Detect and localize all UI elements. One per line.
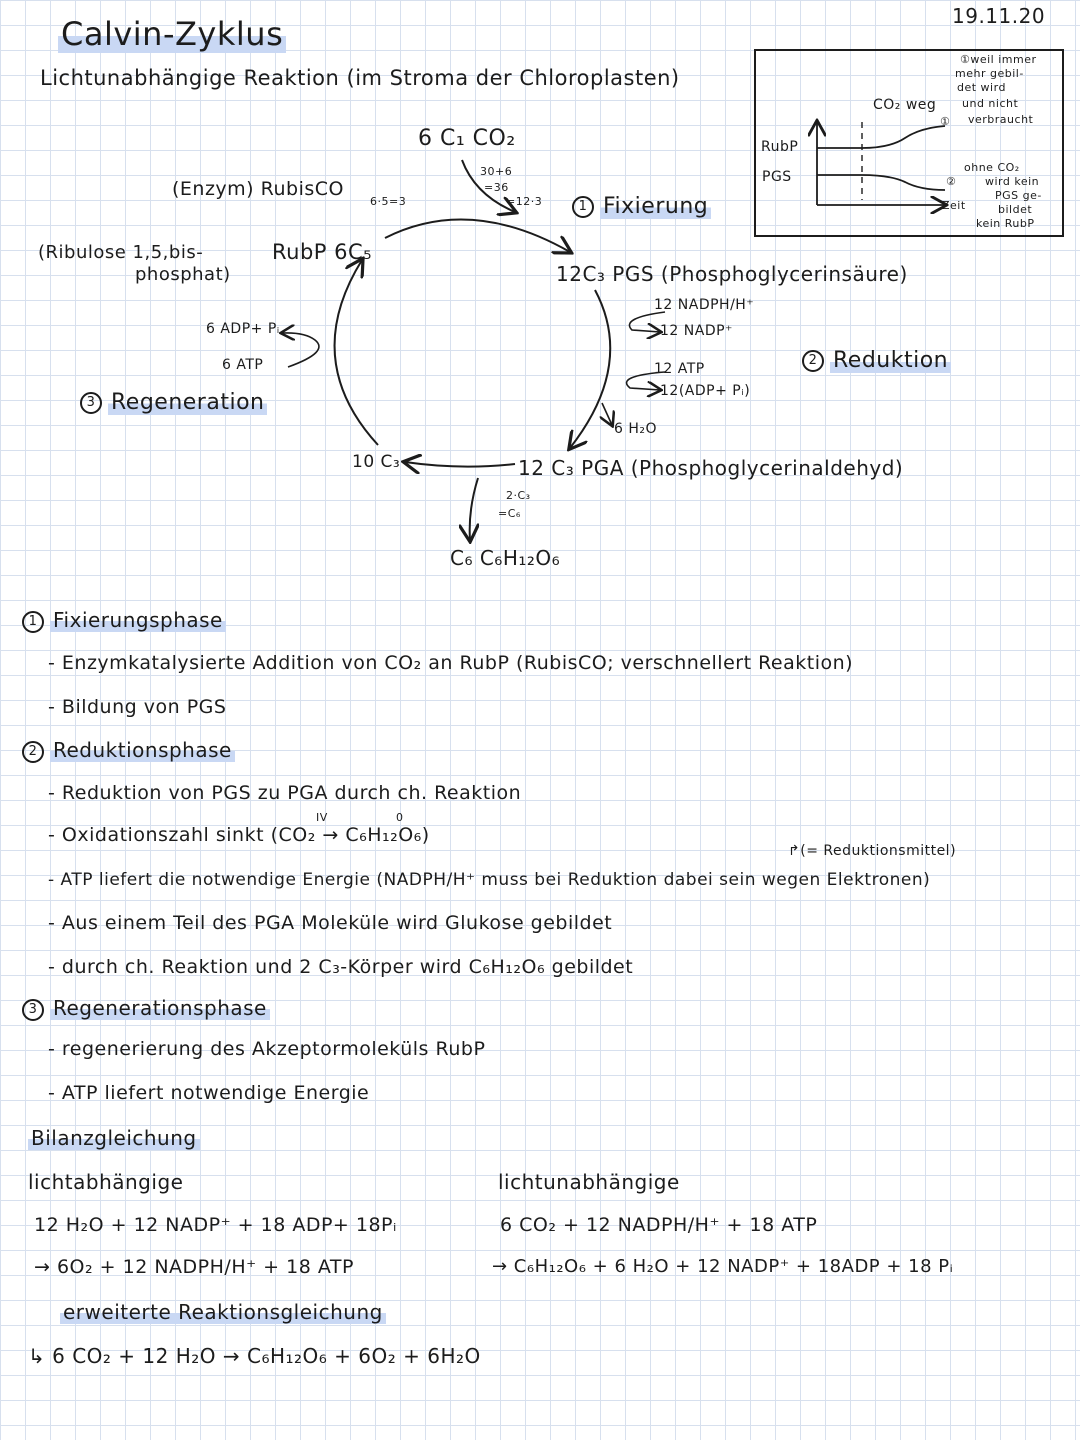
graph-marker-1: ① <box>940 115 951 128</box>
section2-number: 2 <box>22 741 44 763</box>
c3-10-label: 10 C₃ <box>352 452 401 472</box>
arrow-glucose-out <box>470 478 478 540</box>
arc-rubp-to-fixierung <box>385 220 570 252</box>
graph-note2-d: bildet <box>998 203 1033 216</box>
section3-heading <box>22 998 270 1021</box>
enzyme-label: (Enzym) RubisCO <box>172 178 344 200</box>
reduktionsmittel-note: ↱(= Reduktionsmittel) <box>788 843 957 859</box>
adp6-label: 6 ADP+ Pᵢ <box>206 321 280 337</box>
section2-title: Reduktionsphase <box>50 738 235 762</box>
nadp-label: 12 NADP⁺ <box>660 323 733 339</box>
graph-note1-c: det wird <box>957 81 1006 94</box>
graph-curve-rubp <box>817 126 945 148</box>
section2-line5: - durch ch. Reaktion und 2 C₃-Körper wird C₆H₁₂O₆ gebildet <box>48 956 634 978</box>
ox-number-0: 0 <box>396 811 404 824</box>
section2-line3: - ATP liefert die notwendige Energie (NADPH/H⁺ muss bei Reduktion dabei sein wegen Elektronen) <box>48 870 931 890</box>
graph-note2-e: kein RubP <box>976 217 1035 230</box>
arc-pgs-to-pga <box>570 290 610 448</box>
calc-line-3: =12·3 <box>506 195 543 208</box>
adp12-label: 12(ADP+ Pᵢ) <box>660 383 751 399</box>
loop-atp6 <box>282 333 319 367</box>
co2-input: 6 C₁ CO₂ <box>418 126 516 151</box>
rubp-full-name: (Ribulose 1,5,bis- <box>38 242 204 263</box>
graph-note1-e: verbraucht <box>968 113 1034 126</box>
page-title-text: Calvin-Zyklus <box>58 15 286 53</box>
graph-xlabel: Zeit <box>942 199 966 212</box>
balance-title-text: Bilanzgleichung <box>28 1126 200 1150</box>
rubp-label: RubP 6C₅ <box>272 240 373 264</box>
section1-heading <box>22 610 226 633</box>
section1-line2-text: Bildung von PGS <box>61 696 227 718</box>
section2-line1-text: Reduktion von PGS zu PGA durch ch. Reaktion <box>61 782 522 804</box>
section2-line1: - Reduktion von PGS zu PGA durch ch. Reaktion <box>48 782 522 804</box>
graph-label-co2-weg: CO₂ weg <box>873 97 937 113</box>
rubp-full-name-2: phosphat) <box>135 264 231 285</box>
balance-right-eq1: 6 CO₂ + 12 NADPH/H⁺ + 18 ATP <box>500 1214 818 1236</box>
section2-line5-text: durch ch. Reaktion und 2 C₃-Körper wird C₆H₁₂O₆ gebildet <box>61 956 634 978</box>
section3-line2-text: ATP liefert notwendige Energie <box>61 1082 370 1104</box>
graph-ylabel-rubp: RubP <box>761 139 799 155</box>
step-regeneration <box>80 392 267 414</box>
balance-title <box>28 1128 200 1148</box>
extended-title <box>60 1302 386 1322</box>
step3-number: 3 <box>80 392 102 414</box>
date: 19.11.20 <box>952 4 1046 28</box>
section1-line1-text: Enzymkatalysierte Addition von CO₂ an RubP (RubisCO; verschnellert Reaktion) <box>61 652 854 674</box>
page-subtitle: Lichtunabhängige Reaktion (im Stroma der Chloroplasten) <box>40 66 680 90</box>
graph-marker-2: ② <box>946 175 957 188</box>
arc-pga-to-10c3 <box>405 462 515 467</box>
calc-line-1: 30+6 <box>480 165 513 178</box>
graph-note2-c: PGS ge- <box>995 189 1042 202</box>
graph-note1-d: und nicht <box>962 97 1019 110</box>
nadph-label: 12 NADPH/H⁺ <box>654 297 755 313</box>
graph-note2-b: wird kein <box>985 175 1040 188</box>
section2-line2-text: Oxidationszahl sinkt (CO₂ → C₆H₁₂O₆) <box>61 824 430 846</box>
ox-number-iv: IV <box>316 811 328 824</box>
step1-label: Fixierung <box>600 194 711 219</box>
h2o-label: 6 H₂O <box>614 421 658 437</box>
section1-title: Fixierungsphase <box>50 608 226 632</box>
section1-line2: - Bildung von PGS <box>48 696 227 718</box>
atp6-label: 6 ATP <box>222 357 264 373</box>
balance-right-title: lichtunabhängige <box>498 1170 680 1194</box>
graph-note1-b: mehr gebil- <box>955 67 1024 80</box>
graph-curve-pgs <box>817 175 945 190</box>
balance-left-title: lichtabhängige <box>28 1170 184 1194</box>
section1-line1: - Enzymkatalysierte Addition von CO₂ an RubP (RubisCO; verschnellert Reaktion) <box>48 652 854 674</box>
section3-line2: - ATP liefert notwendige Energie <box>48 1082 370 1104</box>
pga-label: 12 C₃ PGA (Phosphoglycerinaldehyd) <box>518 456 904 480</box>
balance-left-eq2: → 6O₂ + 12 NADPH/H⁺ + 18 ATP <box>34 1256 354 1278</box>
calc-line-2: =36 <box>484 181 509 194</box>
c6-calc-2: =C₆ <box>498 507 521 520</box>
extended-title-text: erweiterte Reaktionsgleichung <box>60 1300 386 1324</box>
graph-note2-a: ohne CO₂ <box>964 161 1020 174</box>
section2-line2: - Oxidationszahl sinkt (CO₂ → C₆H₁₂O₆) <box>48 824 430 846</box>
section2-line3-text: ATP liefert die notwendige Energie (NADPH/H⁺ muss bei Reduktion dabei sein wegen Elektronen) <box>60 870 931 890</box>
section1-number: 1 <box>22 611 44 633</box>
glucose-label: C₆ C₆H₁₂O₆ <box>450 546 561 570</box>
step-reduktion <box>802 350 951 372</box>
section2-line4-text: Aus einem Teil des PGA Moleküle wird Glukose gebildet <box>61 912 613 934</box>
step2-number: 2 <box>802 350 824 372</box>
section3-line1-text: regenerierung des Akzeptormoleküls RubP <box>61 1038 486 1060</box>
step2-label: Reduktion <box>830 348 951 373</box>
balance-left-eq1: 12 H₂O + 12 NADP⁺ + 18 ADP+ 18Pᵢ <box>34 1214 397 1236</box>
extended-equation: ↳ 6 CO₂ + 12 H₂O → C₆H₁₂O₆ + 6O₂ + 6H₂O <box>28 1344 481 1368</box>
rubp-calc: 6·5=3 <box>370 195 407 208</box>
step-fixierung <box>572 196 711 218</box>
graph-note1-a: ①weil immer <box>960 53 1037 66</box>
arrow-h2o <box>602 403 612 425</box>
atp12-label: 12 ATP <box>654 361 705 377</box>
arc-regeneration <box>335 260 378 445</box>
step1-number: 1 <box>572 196 594 218</box>
step3-label: Regeneration <box>108 390 267 415</box>
section2-heading <box>22 740 235 763</box>
balance-right-eq2: → C₆H₁₂O₆ + 6 H₂O + 12 NADP⁺ + 18ADP + 18 Pᵢ <box>492 1256 954 1277</box>
pgs-label: 12C₃ PGS (Phosphoglycerinsäure) <box>556 262 908 286</box>
graph-ylabel-pgs: PGS <box>762 169 792 185</box>
section3-line1: - regenerierung des Akzeptormoleküls RubP <box>48 1038 486 1060</box>
section2-line4: - Aus einem Teil des PGA Moleküle wird Glukose gebildet <box>48 912 613 934</box>
section3-number: 3 <box>22 999 44 1021</box>
section3-title: Regenerationsphase <box>50 996 270 1020</box>
c6-calc-1: 2·C₃ <box>506 489 531 502</box>
